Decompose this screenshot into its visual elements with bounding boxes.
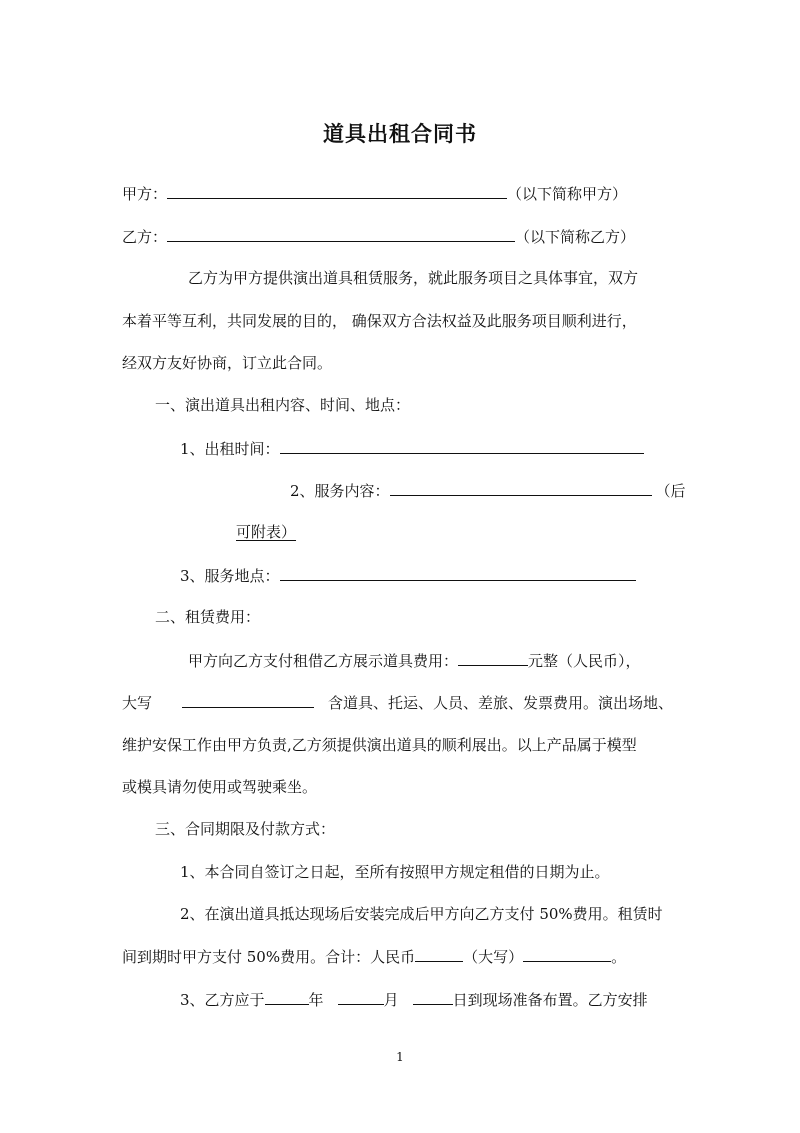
fee-capital-label: 大写 bbox=[122, 694, 153, 712]
service-location-line bbox=[180, 565, 636, 586]
fee-amount-blank[interactable] bbox=[458, 650, 528, 666]
party-a-blank[interactable] bbox=[167, 183, 507, 199]
fee-capital-blank[interactable] bbox=[182, 692, 314, 708]
fee-line-3: 维护安保工作由甲方负责,乙方须提供演出道具的顺利展出。以上产品属于模型 bbox=[122, 736, 637, 754]
fee-text-b: 元整（人民币）， bbox=[528, 652, 641, 670]
page-number: 1 bbox=[396, 1050, 404, 1064]
document-title: 道具出租合同书 bbox=[323, 121, 477, 146]
fee-includes-text: 含道具、托运、人员、差旅、发票费用。演出场地、 bbox=[328, 694, 674, 712]
fee-text-a: 甲方向乙方支付租借乙方展示道具费用： bbox=[188, 652, 459, 670]
party-b-label: 乙方： bbox=[122, 228, 168, 246]
party-a-label: 甲方： bbox=[122, 185, 168, 203]
term-item-2-line-1: 2、在演出道具抵达现场后安装完成后甲方向乙方支付 50%费用。租赁时 bbox=[180, 905, 663, 923]
service-content-blank[interactable] bbox=[390, 480, 652, 496]
party-b-line bbox=[122, 226, 635, 247]
intro-line-1: 乙方为甲方提供演出道具租赁服务，就此服务项目之具体事宜，双方 bbox=[188, 269, 639, 287]
intro-line-3: 经双方友好协商，订立此合同。 bbox=[122, 354, 333, 372]
fee-line-2 bbox=[122, 692, 673, 713]
section-2-heading: 二、租赁费用： bbox=[155, 608, 261, 626]
total-text: 间到期时甲方支付 50%费用。合计：人民币 bbox=[122, 948, 416, 966]
service-content-cont: 可附表） bbox=[236, 523, 297, 541]
service-content-suffix: （后 bbox=[655, 482, 686, 500]
party-a-suffix: （以下简称甲方） bbox=[507, 185, 628, 203]
service-location-blank[interactable] bbox=[280, 565, 636, 581]
arrival-month-blank[interactable] bbox=[338, 989, 384, 1005]
fee-line-1 bbox=[188, 650, 641, 671]
term-item-2-line-2 bbox=[122, 946, 626, 967]
arrival-year-label: 年 bbox=[308, 991, 324, 1009]
rental-time-label: 1、出租时间： bbox=[180, 440, 280, 458]
rental-time-blank[interactable] bbox=[280, 438, 644, 454]
party-b-suffix: （以下简称乙方） bbox=[515, 228, 636, 246]
total-amount-blank[interactable] bbox=[415, 946, 463, 962]
arrival-text-a: 3、乙方应于 bbox=[180, 991, 265, 1009]
arrival-year-blank[interactable] bbox=[265, 989, 309, 1005]
service-location-label: 3、服务地点： bbox=[180, 567, 280, 585]
party-a-line bbox=[122, 183, 627, 204]
section-3-heading: 三、合同期限及付款方式： bbox=[155, 820, 336, 838]
fee-line-4: 或模具请勿使用或驾驶乘坐。 bbox=[122, 778, 318, 796]
rental-time-line bbox=[180, 438, 644, 459]
arrival-month-label: 月 bbox=[383, 991, 399, 1009]
party-b-blank[interactable] bbox=[167, 226, 515, 242]
service-content-line bbox=[290, 480, 686, 501]
total-capital-label: （大写） bbox=[463, 948, 524, 966]
intro-line-2: 本着平等互利，共同发展的目的， 确保双方合法权益及此服务项目顺利进行， bbox=[122, 312, 637, 330]
term-item-1: 1、本合同自签订之日起，至所有按照甲方规定租借的日期为止。 bbox=[180, 863, 610, 881]
section-1-heading: 一、演出道具出租内容、时间、地点： bbox=[155, 396, 411, 414]
service-content-label: 2、服务内容： bbox=[290, 482, 390, 500]
total-capital-blank[interactable] bbox=[523, 946, 611, 962]
arrival-day-text: 日到现场准备布置。乙方安排 bbox=[452, 991, 648, 1009]
arrival-day-blank[interactable] bbox=[413, 989, 453, 1005]
term-item-3-line bbox=[180, 989, 648, 1010]
total-end: 。 bbox=[611, 948, 627, 966]
